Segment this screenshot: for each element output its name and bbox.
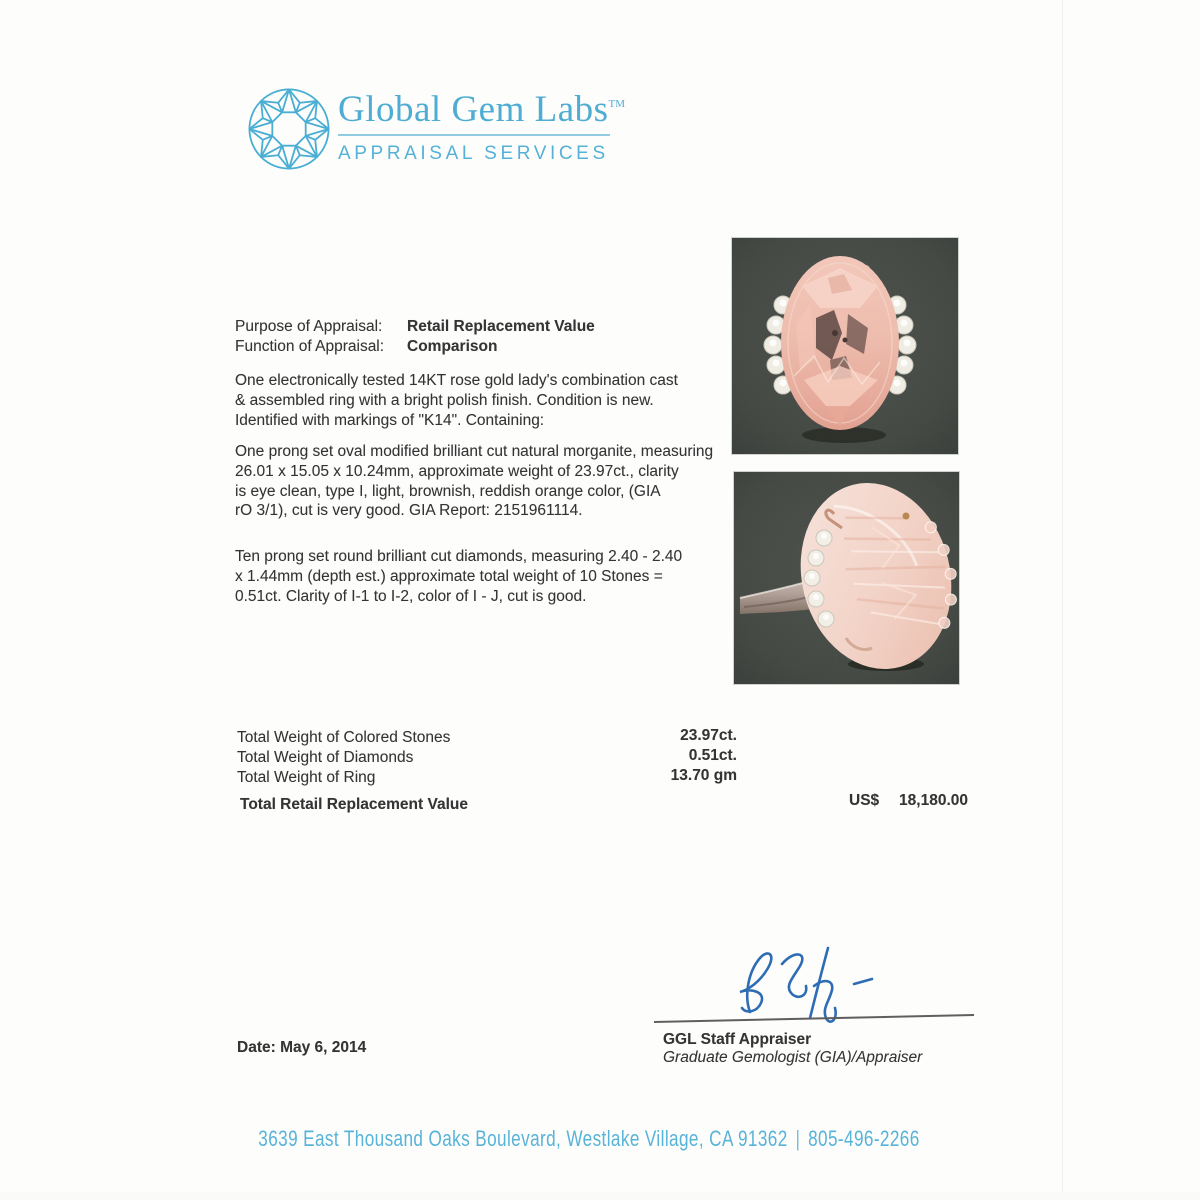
function-row	[235, 337, 595, 357]
total-colored-stones-value: 23.97ct.	[680, 727, 737, 744]
footer-contact-line	[258, 1126, 919, 1152]
total-colored-stones-label: Total Weight of Colored Stones	[237, 729, 451, 746]
signature-line	[654, 1015, 974, 1022]
logo-tagline: APPRAISAL SERVICES	[338, 143, 609, 164]
totals-values	[637, 726, 737, 785]
function-label: Function of Appraisal:	[235, 337, 385, 355]
morganite-line: One prong set oval modified brilliant cut natural morganite, measuring	[235, 443, 714, 460]
morganite-description-paragraph	[235, 442, 713, 521]
logo-text	[338, 84, 625, 165]
morganite-line: is eye clean, type I, light, brownish, reddish orange color, (GIA	[235, 482, 661, 500]
footer-phone: 805-496-2266	[808, 1126, 920, 1151]
diamonds-description-paragraph	[235, 547, 682, 606]
logo	[246, 84, 666, 184]
purpose-value: Retail Replacement Value	[407, 318, 595, 335]
scan-edge-line	[1062, 0, 1063, 1200]
diamonds-line: x 1.44mm (depth est.) approximate total weight of 10 Stones =	[235, 567, 663, 585]
ring-description-paragraph	[235, 371, 678, 430]
footer	[0, 1126, 1178, 1152]
totals-labels	[237, 728, 450, 787]
description-line: & assembled ring with a bright polish finish. Condition is new.	[235, 391, 654, 409]
footer-separator: |	[795, 1126, 801, 1151]
purpose-label: Purpose of Appraisal:	[235, 318, 383, 335]
function-value: Comparison	[407, 337, 498, 355]
logo-title-text: Global Gem Labs	[338, 89, 609, 130]
signer-credentials: Graduate Gemologist (GIA)/Appraiser	[663, 1049, 923, 1066]
total-retail-replacement-amount	[849, 791, 968, 811]
total-diamonds-label: Total Weight of Diamonds	[237, 748, 414, 766]
total-ring-weight-value: 13.70 gm	[670, 766, 737, 784]
currency-label: US$	[849, 792, 880, 809]
ring-side-view-photo	[734, 472, 959, 684]
diamond-brilliant-outline-icon	[246, 86, 332, 172]
appraisal-date: Date: May 6, 2014	[237, 1039, 367, 1056]
description-line: Identified with markings of "K14". Containing:	[235, 411, 545, 429]
morganite-line: 26.01 x 15.05 x 10.24mm, approximate weight of 23.97ct., clarity	[235, 462, 679, 480]
footer-address: 3639 East Thousand Oaks Boulevard, Westlake Village, CA 91362	[258, 1126, 788, 1151]
signer-title: GGL Staff Appraiser	[663, 1031, 812, 1048]
total-value: 18,180.00	[899, 792, 968, 809]
total-ring-weight-label: Total Weight of Ring	[237, 768, 376, 786]
purpose-row	[235, 317, 595, 337]
morganite-line: rO 3/1), cut is very good. GIA Report: 2151961114.	[235, 502, 583, 520]
logo-divider-rule	[338, 134, 610, 136]
ring-top-view-image	[732, 238, 958, 454]
ring-top-view-photo	[732, 238, 958, 454]
total-retail-replacement-label: Total Retail Replacement Value	[240, 796, 468, 813]
signature-block	[648, 938, 980, 1030]
scan-bottom-shade	[0, 1192, 1200, 1200]
logo-trademark: TM	[608, 98, 626, 110]
diamonds-line: Ten prong set round brilliant cut diamonds, measuring 2.40 - 2.40	[235, 548, 683, 565]
diamonds-line: 0.51ct. Clarity of I-1 to I-2, color of I - J, cut is good.	[235, 587, 587, 605]
logo-title	[338, 84, 625, 130]
total-diamonds-value: 0.51ct.	[688, 746, 737, 764]
ring-side-view-image	[734, 472, 959, 684]
description-line: One electronically tested 14KT rose gold lady's combination cast	[235, 372, 678, 389]
appraisal-purpose-block	[235, 317, 595, 357]
handwritten-signature	[740, 948, 872, 1022]
